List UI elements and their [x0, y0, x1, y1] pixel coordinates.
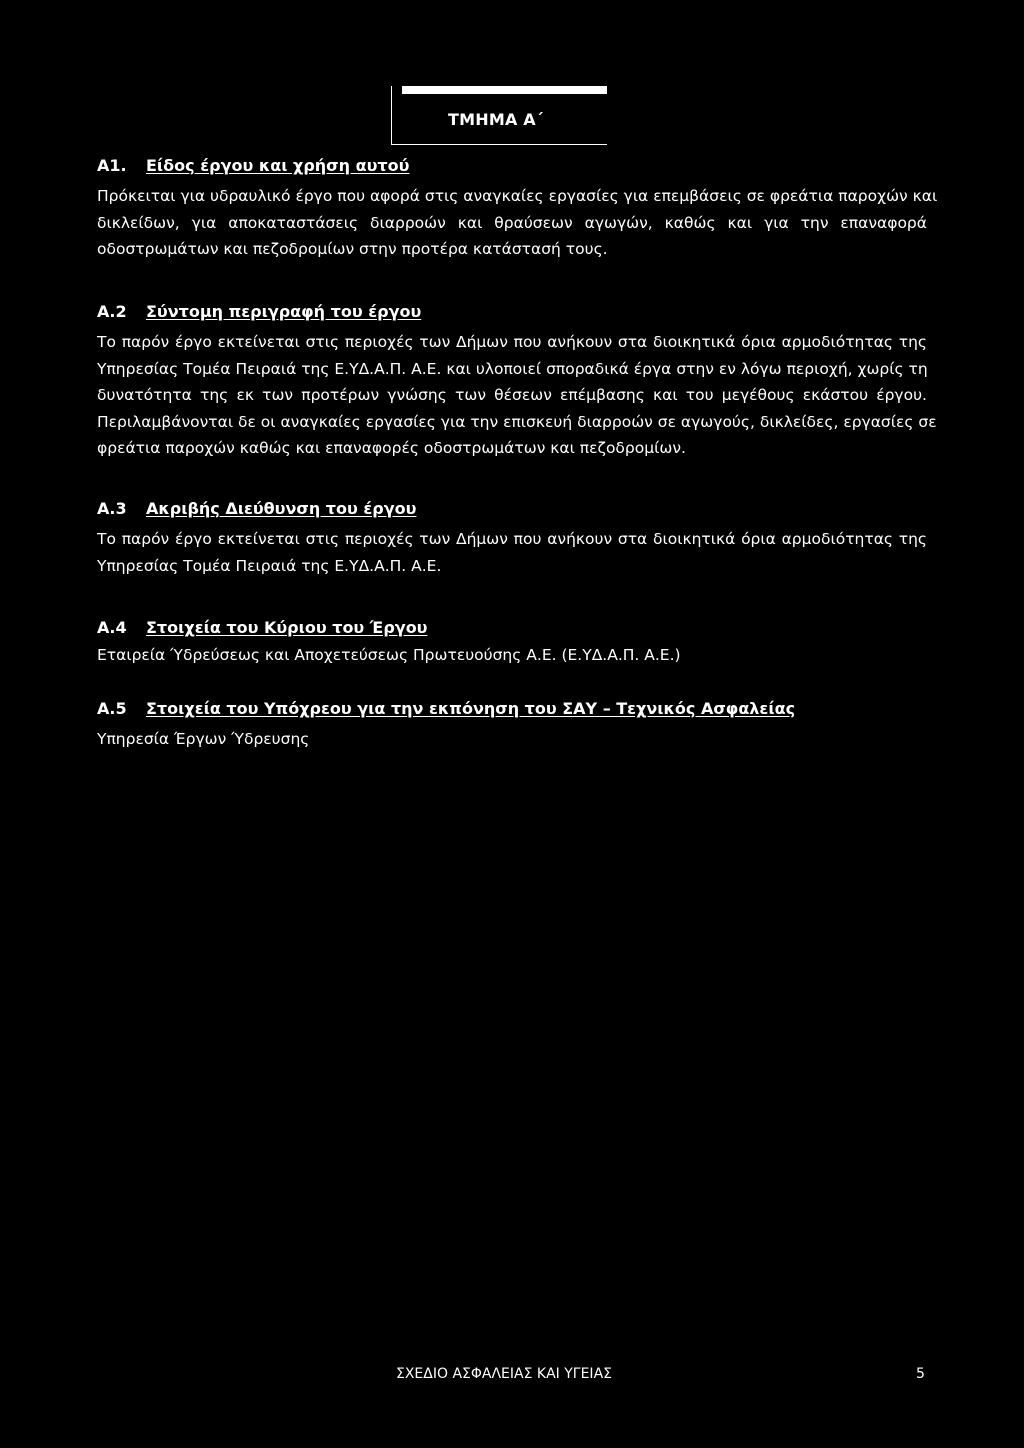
- paragraph-line: Το παρόν έργο εκτείνεται στις περιοχές των Δήμων που ανήκουν στα διοικητικά όρια αρμοδιότητας της: [97, 530, 927, 548]
- heading-a3-title: Ακριβής Διεύθυνση του έργου: [146, 499, 417, 518]
- heading-a2-number: Α.2: [97, 302, 127, 321]
- paragraph-line: Υπηρεσία Έργων Ύδρευσης: [97, 730, 310, 748]
- heading-a1-number: Α1.: [97, 156, 127, 175]
- paragraph-line: Το παρόν έργο εκτείνεται στις περιοχές των Δήμων που ανήκουν στα διοικητικά όρια αρμοδιότητας της: [97, 333, 927, 351]
- paragraph-line: δικλείδων, για αποκαταστάσεις διαρροών και θραύσεων αγωγών, καθώς και για την επαναφορά: [97, 213, 927, 232]
- section-title: ΤΜΗΜΑ Α΄: [448, 110, 544, 129]
- heading-a4: [97, 618, 427, 637]
- paragraph-line: οδοστρωμάτων και πεζοδρομίων στην προτέρα κατάστασή τους.: [97, 240, 608, 258]
- heading-a1-title: Είδος έργου και χρήση αυτού: [146, 156, 410, 175]
- page-number: 5: [916, 1366, 925, 1382]
- section-header-bar: [402, 86, 607, 94]
- footer-title: ΣΧΕΔΙΟ ΑΣΦΑΛΕΙΑΣ ΚΑΙ ΥΓΕΙΑΣ: [396, 1366, 612, 1382]
- heading-a1: [97, 156, 409, 175]
- paragraph-line: φρεάτια παροχών καθώς και επαναφορές οδοστρωμάτων και πεζοδρομίων.: [97, 439, 686, 457]
- heading-a3-number: Α.3: [97, 499, 127, 518]
- paragraph-a4: [97, 642, 927, 669]
- heading-a5-title: Στοιχεία του Υπόχρεου για την εκπόνηση του ΣΑΥ – Τεχνικός Ασφαλείας: [146, 699, 796, 718]
- paragraph-a2: [97, 329, 937, 462]
- paragraph-line: Πρόκειται για υδραυλικό έργο που αφορά στις αναγκαίες εργασίες για επεμβάσεις σε φρεάτια παροχών και: [97, 187, 938, 205]
- paragraph-line: Υπηρεσίας Τομέα Πειραιά της Ε.ΥΔ.Α.Π. Α.Ε.: [97, 556, 442, 575]
- heading-a4-number: Α.4: [97, 618, 127, 637]
- paragraph-line: Περιλαμβάνονται δε οι αναγκαίες εργασίες για την επισκευή διαρροών σε αγωγούς, δικλείδες, εργασίες σε: [97, 412, 937, 431]
- paragraph-a5: [97, 726, 927, 753]
- heading-a5-number: Α.5: [97, 699, 127, 718]
- paragraph-a1: [97, 183, 938, 263]
- paragraph-line: Υπηρεσίας Τομέα Πειραιά της Ε.ΥΔ.Α.Π. Α.Ε. και υλοποιεί σποραδικά έργα στην εν λόγω περιοχή, χωρίς τη: [97, 359, 928, 378]
- heading-a4-title: Στοιχεία του Κύριου του Έργου: [146, 618, 428, 637]
- heading-a2: [97, 302, 421, 321]
- paragraph-a3: [97, 526, 927, 579]
- heading-a5: [97, 699, 795, 718]
- heading-a2-title: Σύντομη περιγραφή του έργου: [146, 302, 422, 321]
- paragraph-line: δυνατότητα της εκ των προτέρων γνώσης των θέσεων επέμβασης και του μεγέθους εκάστου έργου.: [97, 386, 927, 404]
- paragraph-line: Εταιρεία Ύδρεύσεως και Αποχετεύσεως Πρωτευούσης Α.Ε. (Ε.ΥΔ.Α.Π. Α.Ε.): [97, 646, 681, 664]
- heading-a3: [97, 499, 416, 518]
